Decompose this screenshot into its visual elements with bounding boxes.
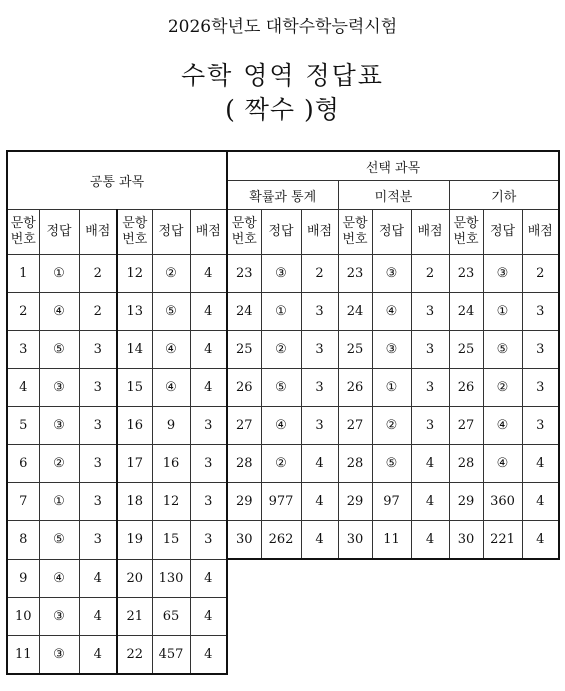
geometry-points-cell: 3 (522, 407, 559, 445)
probability-question-number-cell: 30 (227, 521, 261, 560)
common-right-answer-cell: ② (152, 255, 190, 293)
calculus-points-cell: 2 (411, 255, 449, 293)
calculus-answer-cell: ③ (372, 331, 411, 369)
calculus-points-cell: 4 (411, 445, 449, 483)
calculus-answer-cell: ① (372, 369, 411, 407)
empty-cell (522, 597, 559, 635)
probability-points-cell: 3 (301, 407, 338, 445)
geometry-points-cell: 4 (522, 483, 559, 521)
common-right-question-number-cell: 21 (117, 597, 152, 635)
column-header-answer: 정답 (152, 210, 190, 255)
common-left-answer-cell: ③ (39, 407, 79, 445)
common-left-question-number-cell: 1 (7, 255, 39, 293)
common-right-answer-cell: ④ (152, 369, 190, 407)
common-right-points-cell: 3 (190, 407, 227, 445)
empty-cell (227, 559, 261, 597)
column-header-number: 문항 번호 (7, 210, 39, 255)
common-left-answer-cell: ① (39, 483, 79, 521)
common-left-points-cell: 3 (79, 483, 117, 521)
column-header-answer: 정답 (261, 210, 301, 255)
calculus-question-number-cell: 27 (338, 407, 372, 445)
geometry-answer-cell: ② (483, 369, 522, 407)
empty-cell (227, 597, 261, 635)
common-right-answer-cell: 65 (152, 597, 190, 635)
probability-answer-cell: 977 (261, 483, 301, 521)
common-left-question-number-cell: 4 (7, 369, 39, 407)
empty-cell (261, 635, 301, 674)
empty-cell (372, 559, 411, 597)
elective-header-calculus: 미적분 (338, 181, 449, 210)
empty-cell (372, 635, 411, 674)
empty-cell (483, 559, 522, 597)
geometry-answer-cell: 221 (483, 521, 522, 560)
calculus-question-number-cell: 29 (338, 483, 372, 521)
geometry-answer-cell: ⑤ (483, 331, 522, 369)
probability-points-cell: 4 (301, 521, 338, 560)
common-left-question-number-cell: 11 (7, 635, 39, 674)
calculus-question-number-cell: 25 (338, 331, 372, 369)
column-header-points: 배점 (411, 210, 449, 255)
geometry-points-cell: 3 (522, 331, 559, 369)
common-left-points-cell: 2 (79, 255, 117, 293)
common-right-points-cell: 4 (190, 255, 227, 293)
empty-cell (227, 635, 261, 674)
common-right-points-cell: 4 (190, 635, 227, 674)
geometry-answer-cell: ③ (483, 255, 522, 293)
calculus-answer-cell: ⑤ (372, 445, 411, 483)
answer-table-body (7, 255, 559, 674)
column-header-points: 배점 (522, 210, 559, 255)
common-right-question-number-cell: 16 (117, 407, 152, 445)
empty-cell (338, 597, 372, 635)
elective-header-probability: 확률과 통계 (227, 181, 338, 210)
geometry-question-number-cell: 29 (449, 483, 483, 521)
column-header-number: 문항 번호 (449, 210, 483, 255)
geometry-answer-cell: 360 (483, 483, 522, 521)
common-left-question-number-cell: 3 (7, 331, 39, 369)
common-left-answer-cell: ③ (39, 597, 79, 635)
common-right-answer-cell: 9 (152, 407, 190, 445)
common-left-points-cell: 3 (79, 331, 117, 369)
empty-cell (483, 597, 522, 635)
calculus-question-number-cell: 24 (338, 293, 372, 331)
geometry-points-cell: 4 (522, 521, 559, 560)
common-left-answer-cell: ② (39, 445, 79, 483)
table-row (7, 293, 559, 331)
probability-answer-cell: ② (261, 445, 301, 483)
table-row (7, 483, 559, 521)
column-header-answer: 정답 (39, 210, 79, 255)
common-left-answer-cell: ⑤ (39, 331, 79, 369)
empty-cell (411, 635, 449, 674)
probability-answer-cell: ④ (261, 407, 301, 445)
geometry-question-number-cell: 28 (449, 445, 483, 483)
elective-header-geometry: 기하 (449, 181, 559, 210)
calculus-answer-cell: ③ (372, 255, 411, 293)
common-right-question-number-cell: 17 (117, 445, 152, 483)
common-left-question-number-cell: 8 (7, 521, 39, 560)
probability-answer-cell: ① (261, 293, 301, 331)
geometry-points-cell: 2 (522, 255, 559, 293)
common-left-points-cell: 2 (79, 293, 117, 331)
calculus-points-cell: 3 (411, 407, 449, 445)
geometry-answer-cell: ① (483, 293, 522, 331)
common-right-points-cell: 4 (190, 369, 227, 407)
column-header-points: 배점 (301, 210, 338, 255)
empty-cell (522, 635, 559, 674)
column-header-answer: 정답 (483, 210, 522, 255)
common-left-points-cell: 4 (79, 597, 117, 635)
common-right-points-cell: 4 (190, 293, 227, 331)
geometry-answer-cell: ④ (483, 445, 522, 483)
probability-points-cell: 3 (301, 331, 338, 369)
common-right-question-number-cell: 20 (117, 559, 152, 597)
calculus-question-number-cell: 28 (338, 445, 372, 483)
table-row (7, 407, 559, 445)
empty-cell (301, 597, 338, 635)
common-left-answer-cell: ④ (39, 559, 79, 597)
common-right-points-cell: 4 (190, 331, 227, 369)
common-right-points-cell: 3 (190, 483, 227, 521)
common-left-question-number-cell: 9 (7, 559, 39, 597)
calculus-points-cell: 4 (411, 521, 449, 560)
common-left-question-number-cell: 7 (7, 483, 39, 521)
geometry-answer-cell: ④ (483, 407, 522, 445)
probability-points-cell: 4 (301, 483, 338, 521)
geometry-question-number-cell: 27 (449, 407, 483, 445)
empty-cell (449, 635, 483, 674)
empty-cell (261, 597, 301, 635)
probability-question-number-cell: 25 (227, 331, 261, 369)
common-right-answer-cell: 15 (152, 521, 190, 560)
common-right-answer-cell: 457 (152, 635, 190, 674)
calculus-points-cell: 3 (411, 369, 449, 407)
column-header-number: 문항 번호 (338, 210, 372, 255)
empty-cell (338, 635, 372, 674)
column-header-answer: 정답 (372, 210, 411, 255)
column-header-points: 배점 (190, 210, 227, 255)
probability-answer-cell: ③ (261, 255, 301, 293)
common-left-points-cell: 4 (79, 635, 117, 674)
common-left-points-cell: 3 (79, 407, 117, 445)
probability-points-cell: 3 (301, 369, 338, 407)
empty-cell (411, 597, 449, 635)
sheet-type: ( 짝수 )형 (225, 95, 340, 124)
common-right-points-cell: 3 (190, 445, 227, 483)
empty-cell (261, 559, 301, 597)
common-left-points-cell: 3 (79, 445, 117, 483)
probability-question-number-cell: 24 (227, 293, 261, 331)
calculus-question-number-cell: 30 (338, 521, 372, 560)
common-right-answer-cell: 12 (152, 483, 190, 521)
common-right-answer-cell: ⑤ (152, 293, 190, 331)
empty-cell (483, 635, 522, 674)
column-header-number: 문항 번호 (227, 210, 261, 255)
common-section-header: 공통 과목 (7, 151, 227, 210)
common-right-question-number-cell: 12 (117, 255, 152, 293)
exam-title: 2026학년도 대학수학능력시험 (167, 17, 398, 37)
common-right-points-cell: 4 (190, 597, 227, 635)
calculus-points-cell: 3 (411, 293, 449, 331)
geometry-question-number-cell: 26 (449, 369, 483, 407)
calculus-answer-cell: 97 (372, 483, 411, 521)
calculus-points-cell: 4 (411, 483, 449, 521)
common-left-points-cell: 4 (79, 559, 117, 597)
empty-cell (522, 559, 559, 597)
common-left-answer-cell: ① (39, 255, 79, 293)
geometry-points-cell: 4 (522, 445, 559, 483)
common-right-points-cell: 4 (190, 559, 227, 597)
answer-table (6, 150, 560, 675)
probability-answer-cell: 262 (261, 521, 301, 560)
common-left-answer-cell: ③ (39, 369, 79, 407)
table-row (7, 445, 559, 483)
probability-answer-cell: ⑤ (261, 369, 301, 407)
common-right-answer-cell: 130 (152, 559, 190, 597)
table-row (7, 369, 559, 407)
probability-question-number-cell: 28 (227, 445, 261, 483)
common-right-question-number-cell: 19 (117, 521, 152, 560)
common-left-question-number-cell: 6 (7, 445, 39, 483)
column-header-number: 문항 번호 (117, 210, 152, 255)
geometry-question-number-cell: 25 (449, 331, 483, 369)
common-left-points-cell: 3 (79, 521, 117, 560)
calculus-answer-cell: ② (372, 407, 411, 445)
empty-cell (301, 635, 338, 674)
table-row (7, 597, 559, 635)
geometry-question-number-cell: 23 (449, 255, 483, 293)
common-right-question-number-cell: 18 (117, 483, 152, 521)
calculus-answer-cell: ④ (372, 293, 411, 331)
common-left-answer-cell: ⑤ (39, 521, 79, 560)
column-header-row (7, 210, 559, 255)
geometry-question-number-cell: 24 (449, 293, 483, 331)
probability-question-number-cell: 23 (227, 255, 261, 293)
common-left-answer-cell: ③ (39, 635, 79, 674)
common-right-question-number-cell: 14 (117, 331, 152, 369)
column-header-points: 배점 (79, 210, 117, 255)
table-row (7, 635, 559, 674)
common-right-question-number-cell: 13 (117, 293, 152, 331)
geometry-points-cell: 3 (522, 369, 559, 407)
geometry-points-cell: 3 (522, 293, 559, 331)
probability-question-number-cell: 26 (227, 369, 261, 407)
table-row (7, 559, 559, 597)
empty-cell (301, 559, 338, 597)
common-right-points-cell: 3 (190, 521, 227, 560)
common-right-question-number-cell: 22 (117, 635, 152, 674)
probability-points-cell: 2 (301, 255, 338, 293)
sheet-title: 수학 영역 정답표 (181, 61, 384, 90)
table-row (7, 521, 559, 560)
common-left-question-number-cell: 5 (7, 407, 39, 445)
empty-cell (372, 597, 411, 635)
probability-answer-cell: ② (261, 331, 301, 369)
table-row (7, 331, 559, 369)
empty-cell (449, 559, 483, 597)
common-left-question-number-cell: 2 (7, 293, 39, 331)
common-right-answer-cell: ④ (152, 331, 190, 369)
calculus-question-number-cell: 26 (338, 369, 372, 407)
probability-question-number-cell: 29 (227, 483, 261, 521)
table-row (7, 255, 559, 293)
common-left-points-cell: 3 (79, 369, 117, 407)
common-left-answer-cell: ④ (39, 293, 79, 331)
empty-cell (449, 597, 483, 635)
probability-question-number-cell: 27 (227, 407, 261, 445)
common-left-question-number-cell: 10 (7, 597, 39, 635)
probability-points-cell: 4 (301, 445, 338, 483)
calculus-question-number-cell: 23 (338, 255, 372, 293)
geometry-question-number-cell: 30 (449, 521, 483, 560)
calculus-points-cell: 3 (411, 331, 449, 369)
common-right-question-number-cell: 15 (117, 369, 152, 407)
calculus-answer-cell: 11 (372, 521, 411, 560)
empty-cell (338, 559, 372, 597)
elective-section-header: 선택 과목 (227, 151, 559, 181)
common-right-answer-cell: 16 (152, 445, 190, 483)
probability-points-cell: 3 (301, 293, 338, 331)
empty-cell (411, 559, 449, 597)
